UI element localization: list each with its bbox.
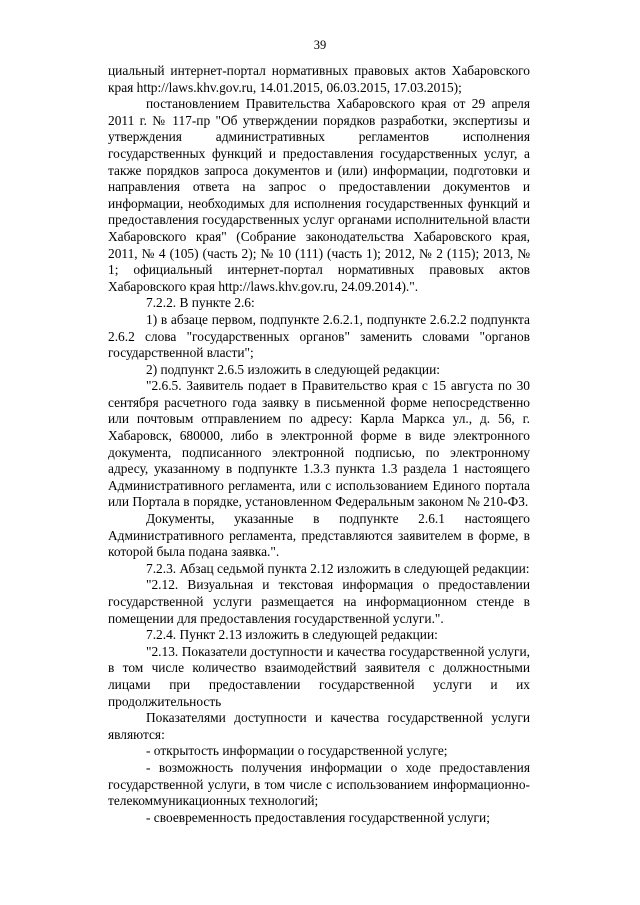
paragraph-7-2-2: 7.2.2. В пункте 2.6: bbox=[146, 295, 255, 311]
paragraph-resolution-117pr: постановлением Правительства Хабаровского края от 29 апреля 2011 г. № 117-пр "Об утверждении порядков разработки, экспертизы и утверждения административных регламентов исполнения государственных функций и предоставления государственных услуг, а также порядков запроса документов и (или) информации, подготовки и направления ответа на запрос о предоставлении документов и информации, необходимых для исполнения государственных функций и предоставления государственных услуг органами исполнительной власти Хабаровского края" (Собрание законодательства Хабаровского края, 2011, № 4 (105) (часть 2); № 10 (111) (часть 1); 2012, № 2 (115); 2013, № 1; официальный интернет-портал нормативных правовых актов Хабаровского края http://laws.khv.gov.ru, 24.09.2014).". bbox=[108, 96, 530, 294]
page-number: 39 bbox=[313, 38, 327, 52]
list-item-progress-info: - возможность получения информации о ходе предоставления государственной услуги, в том числе с использованием информационно-телекоммуникационных технологий; bbox=[108, 759, 530, 809]
paragraph-7-2-3: 7.2.3. Абзац седьмой пункта 2.12 изложить в следующей редакции: bbox=[146, 560, 530, 576]
paragraph-item-1: 1) в абзаце первом, подпункте 2.6.2.1, подпункте 2.6.2.2 подпункта 2.6.2 слова "государственных органов" заменить словами "органов государственной власти"; bbox=[108, 311, 530, 361]
paragraph-2-12: "2.12. Визуальная и текстовая информация о предоставлении государственной услуги размещается на информационном стенде в помещении для предоставления государственной услуги.". bbox=[108, 577, 530, 626]
paragraph-item-2: 2) подпункт 2.6.5 изложить в следующей редакции: bbox=[146, 361, 440, 377]
paragraph-continuation: циальный интернет-портал нормативных правовых актов Хабаровского края http://laws.khv.gov.ru, 14.01.2015, 06.03.2015, 17.03.2015); bbox=[108, 63, 530, 95]
paragraph-documents: Документы, указанные в подпункте 2.6.1 настоящего Административного регламента, представляются заявителем в форме, в которой была подана заявка.". bbox=[108, 511, 530, 560]
document-body bbox=[108, 63, 530, 826]
paragraph-2-6-5: "2.6.5. Заявитель подает в Правительство края с 15 августа по 30 сентября расчетного года заявку в письменной форме непосредственно или почтовым отправлением по адресу: Карла Маркса ул., д. 56, г. Хабаровск, 680000, либо в электронной форме в виде электронного документа, подписанного электронной подписью, по электронному адресу, указанному в подпункте 1.3.3 пункта 1.3 раздела 1 настоящего Административного регламента, или с использованием Единого портала или Портала в порядке, установленном Федеральным законом № 210-ФЗ. bbox=[108, 378, 530, 510]
paragraph-indicators: Показателями доступности и качества государственной услуги являются: bbox=[108, 710, 530, 742]
list-item-timeliness: - своевременность предоставления государственной услуги; bbox=[146, 809, 490, 825]
paragraph-7-2-4: 7.2.4. Пункт 2.13 изложить в следующей редакции: bbox=[146, 627, 438, 643]
paragraph-2-13: "2.13. Показатели доступности и качества государственной услуги, в том числе количество взаимодействий заявителя с должностными лицами при предоставлении государственной услуги и их продолжительность bbox=[108, 643, 530, 709]
list-item-openness: - открытость информации о государственной услуге; bbox=[146, 743, 448, 759]
